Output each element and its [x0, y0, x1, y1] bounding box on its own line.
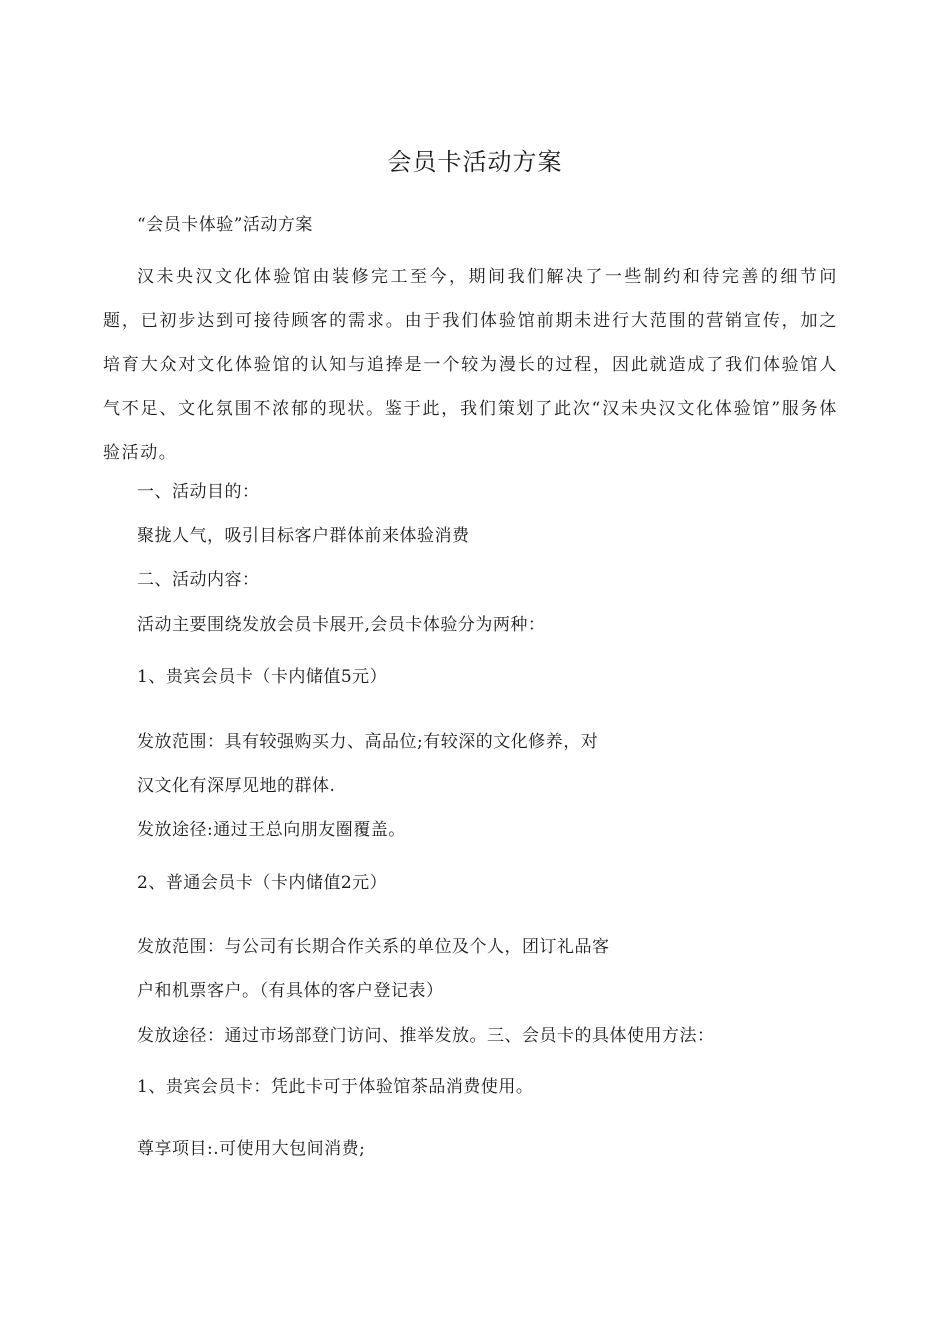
section-heading-purpose: 一、活动目的：	[137, 482, 260, 502]
section-text-purpose: 聚拢人气，吸引目标客户群体前来体验消费	[137, 526, 470, 546]
card2-channel: 发放途径：通过市场部登门访问、推举发放。三、会员卡的具体使用方法：	[137, 1026, 715, 1046]
card1-channel: 发放途径:通过王总向朋友圈覆盖。	[137, 820, 406, 840]
card1-heading: 1、贵宾会员卡（卡内储值5元）	[137, 667, 388, 687]
intro-paragraph: 汉未央汉文化体验馆由装修完工至今，期间我们解决了一些制约和待完善的细节问题，已初步达到可接待顾客的需求。由于我们体验馆前期未进行大范围的营销宣传，加之培育大众对文化体验馆的认知与追捧是一个较为漫长的过程，因此就造成了我们体验馆人气不足、文化氛围不浓郁的现状。鉴于此，我们策划了此次“汉未央汉文化体验馆”服务体验活动。	[103, 267, 838, 463]
usage-vip-privilege: 尊享项目:.可使用大包间消费;	[137, 1139, 366, 1159]
section-intro-content: 活动主要围绕发放会员卡展开,会员卡体验分为两种：	[137, 615, 546, 635]
usage-vip-card: 1、贵宾会员卡：凭此卡可于体验馆茶品消费使用。	[137, 1077, 534, 1097]
card2-scope-line2: 户和机票客户。（有具体的客户登记表）	[137, 981, 444, 1001]
card2-heading: 2、普通会员卡（卡内储值2元）	[137, 873, 388, 893]
card2-scope-line1: 发放范围：与公司有长期合作关系的单位及个人，团订礼品客	[137, 937, 610, 957]
card1-scope-line2: 汉文化有深厚见地的群体.	[137, 776, 336, 796]
card1-scope-line1: 发放范围：具有较强购买力、高品位;有较深的文化修养，对	[137, 732, 599, 752]
subtitle: “会员卡体验”活动方案	[137, 215, 313, 235]
section-heading-content: 二、活动内容：	[137, 570, 260, 590]
document-title: 会员卡活动方案	[387, 148, 563, 176]
